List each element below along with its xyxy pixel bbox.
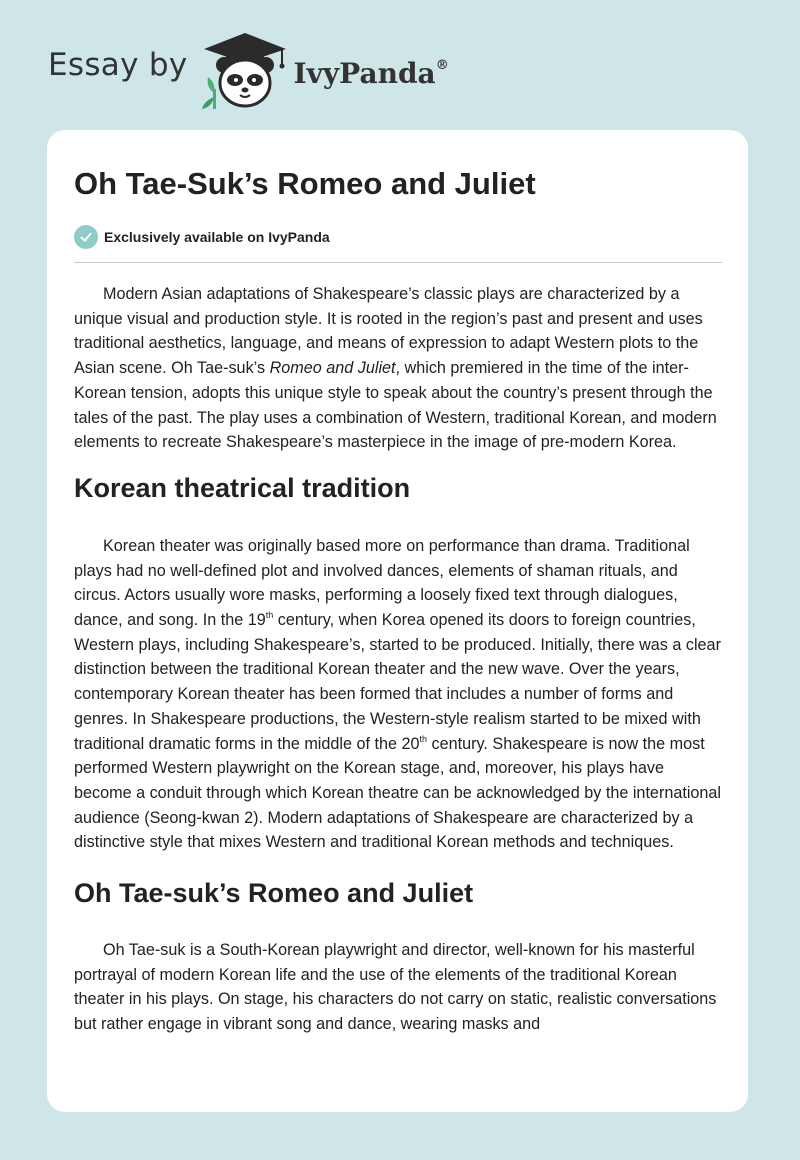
- section-heading-korean-tradition: Korean theatrical tradition: [74, 472, 411, 503]
- checkmark-icon: [74, 225, 98, 249]
- essay-card: [47, 130, 748, 1112]
- site-header: [48, 30, 449, 110]
- intro-paragraph: Modern Asian adaptations of Shakespeare’s classic plays are characterized by a unique visual and production style. It is rooted in the region’s past and present and uses traditional aesthetics, language, and means of expression to adapt Western plots to the Asian scene. Oh Tae-suk’s Romeo and Juliet, which premiered in the time of the inter-Korean tension, adopts this unique style to speak about the country’s present through the tales of the past. The play uses a combination of Western, traditional Korean, and modern elements to recreate Shakespeare’s masterpiece in the image of pre-modern Korea.: [74, 285, 717, 452]
- exclusive-badge-label: Exclusively available on IvyPanda: [104, 229, 330, 245]
- korean-tradition-paragraph: Korean theater was originally based more on performance than drama. Traditional plays had no well-defined plot and involved dances, elements of shaman rituals, and circus. Actors usually wore masks, performing a loosely fixed text through dialogues, dance, and song. In the 19th century, when Korea opened its doors to foreign countries, Western plays, including Shakespeare’s, started to be produced. Initially, there was a clear distinction between the traditional Korean theater and the new wave. Over the years, contemporary Korean theater has been formed that includes a number of forms and genres. In Shakespeare productions, the Western-style realism started to be mixed with traditional dramatic forms in the middle of the 20th century. Shakespeare is now the most performed Western playwright on the Korean stage, and, moreover, his plays have become a conduit through which Korean theatre can be acknowledged by the international audience (Seong-kwan 2). Modern adaptations of Shakespeare are characterized by a distinctive style that mixes Western and traditional Korean methods and techniques.: [74, 536, 722, 852]
- exclusive-badge: [74, 224, 722, 250]
- essay-by-label: Essay by: [48, 47, 188, 83]
- title-divider: [74, 262, 722, 263]
- section-heading-romeo-juliet: Oh Tae-suk’s Romeo and Juliet: [74, 878, 474, 909]
- panda-logo-icon[interactable]: [202, 31, 288, 109]
- page-title: Oh Tae-Suk’s Romeo and Juliet: [74, 166, 536, 201]
- romeo-juliet-paragraph: Oh Tae-suk is a South-Korean playwright and director, well-known for his masterful portrayal of modern Korean life and the use of the elements of the traditional Korean theater in his plays. On stage, his characters do not carry on static, realistic conversations but rather engage in vibrant song and dance, wearing masks and: [74, 941, 717, 1034]
- brand-name[interactable]: IvyPanda®: [293, 56, 449, 90]
